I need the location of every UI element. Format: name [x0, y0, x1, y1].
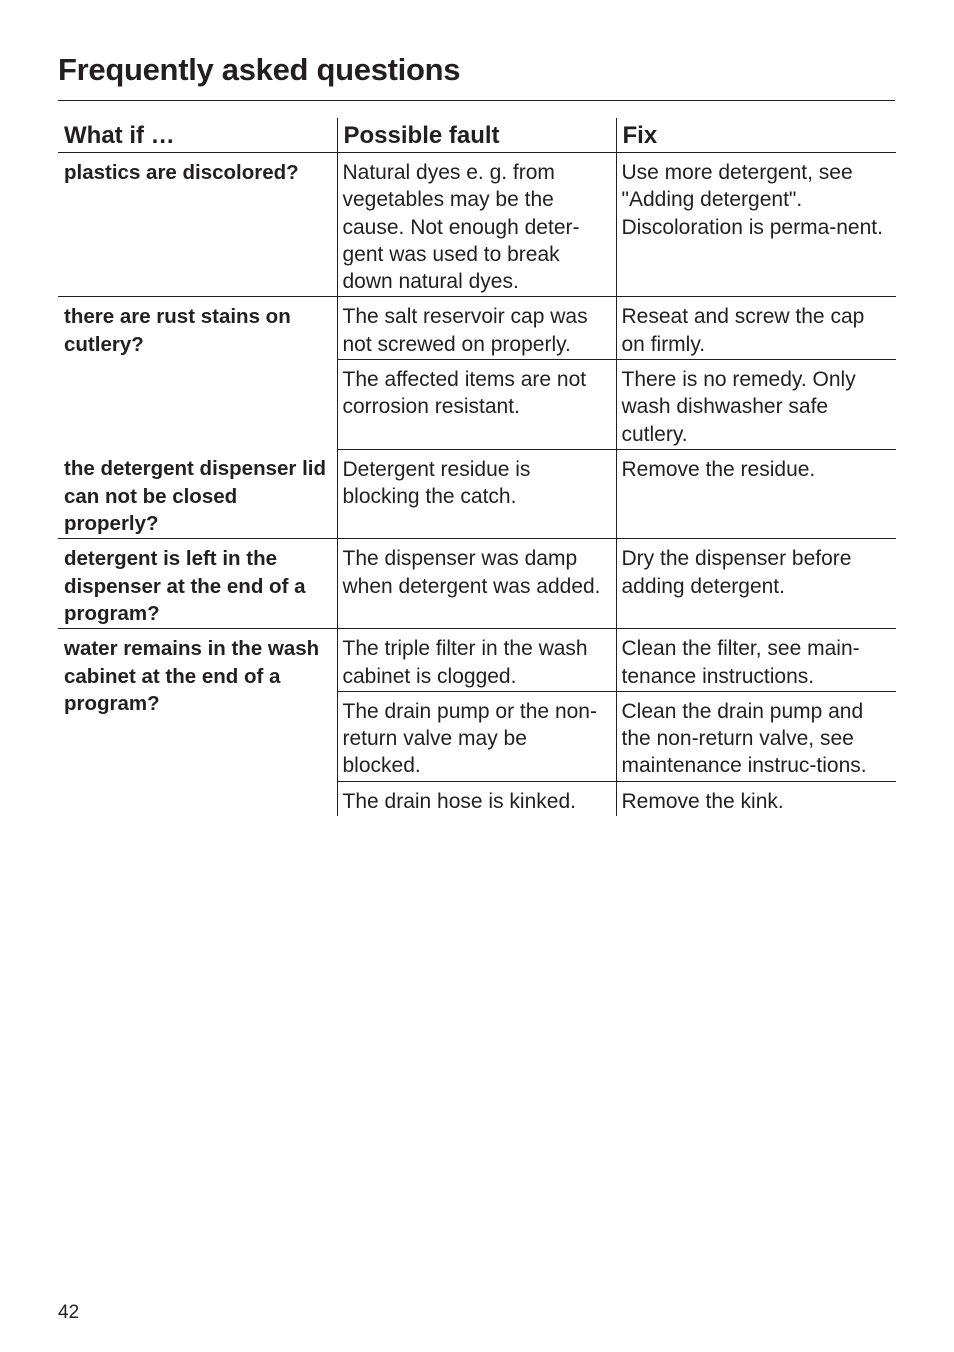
table-row — [58, 297, 896, 360]
table-header-row — [58, 118, 896, 153]
fix-cell: Reseat and screw the cap on firmly. — [616, 297, 896, 360]
table-row — [58, 449, 896, 538]
page-title: Frequently asked questions — [58, 52, 461, 87]
fault-cell: The affected items are not corrosion resistant. — [337, 360, 616, 450]
table-row — [58, 539, 896, 629]
fix-cell: Use more detergent, see "Adding detergent". Discoloration is perma-nent. — [616, 153, 896, 297]
faq-table — [58, 118, 896, 816]
fix-cell: Remove the residue. — [616, 449, 896, 538]
question-cell: there are rust stains on cutlery? — [64, 305, 291, 356]
table-row — [58, 629, 896, 692]
fault-cell: The drain hose is kinked. — [337, 781, 616, 816]
fault-cell: Natural dyes e. g. from vegetables may be the cause. Not enough deter-gent was used to break down natural dyes. — [337, 153, 616, 297]
table-row — [58, 153, 896, 297]
fault-cell: The dispenser was damp when detergent was added. — [337, 539, 616, 629]
fix-cell: Clean the filter, see main-tenance instructions. — [616, 629, 896, 692]
question-cell: plastics are discolored? — [58, 153, 337, 297]
fault-cell: The drain pump or the non-return valve may be blocked. — [337, 691, 616, 781]
fix-cell: Dry the dispenser before adding detergent. — [616, 539, 896, 629]
fix-cell: There is no remedy. Only wash dishwasher safe cutlery. — [616, 360, 896, 450]
fault-cell: The triple filter in the wash cabinet is clogged. — [337, 629, 616, 692]
fault-cell: The salt reservoir cap was not screwed on properly. — [337, 297, 616, 360]
question-cell: detergent is left in the dispenser at the end of a program? — [58, 539, 337, 629]
question-cell: water remains in the wash cabinet at the end of a program? — [64, 637, 320, 715]
fix-cell: Remove the kink. — [616, 781, 896, 816]
column-header-possible-fault: Possible fault — [337, 118, 616, 153]
fix-cell: Clean the drain pump and the non-return valve, see maintenance instruc-tions. — [616, 691, 896, 781]
column-header-what-if: What if … — [58, 118, 337, 153]
question-cell: the detergent dispenser lid can not be closed properly? — [58, 449, 337, 538]
column-header-fix: Fix — [616, 118, 896, 153]
title-divider — [58, 100, 895, 101]
page-number: 42 — [58, 1302, 80, 1323]
fault-cell: Detergent residue is blocking the catch. — [337, 449, 616, 538]
